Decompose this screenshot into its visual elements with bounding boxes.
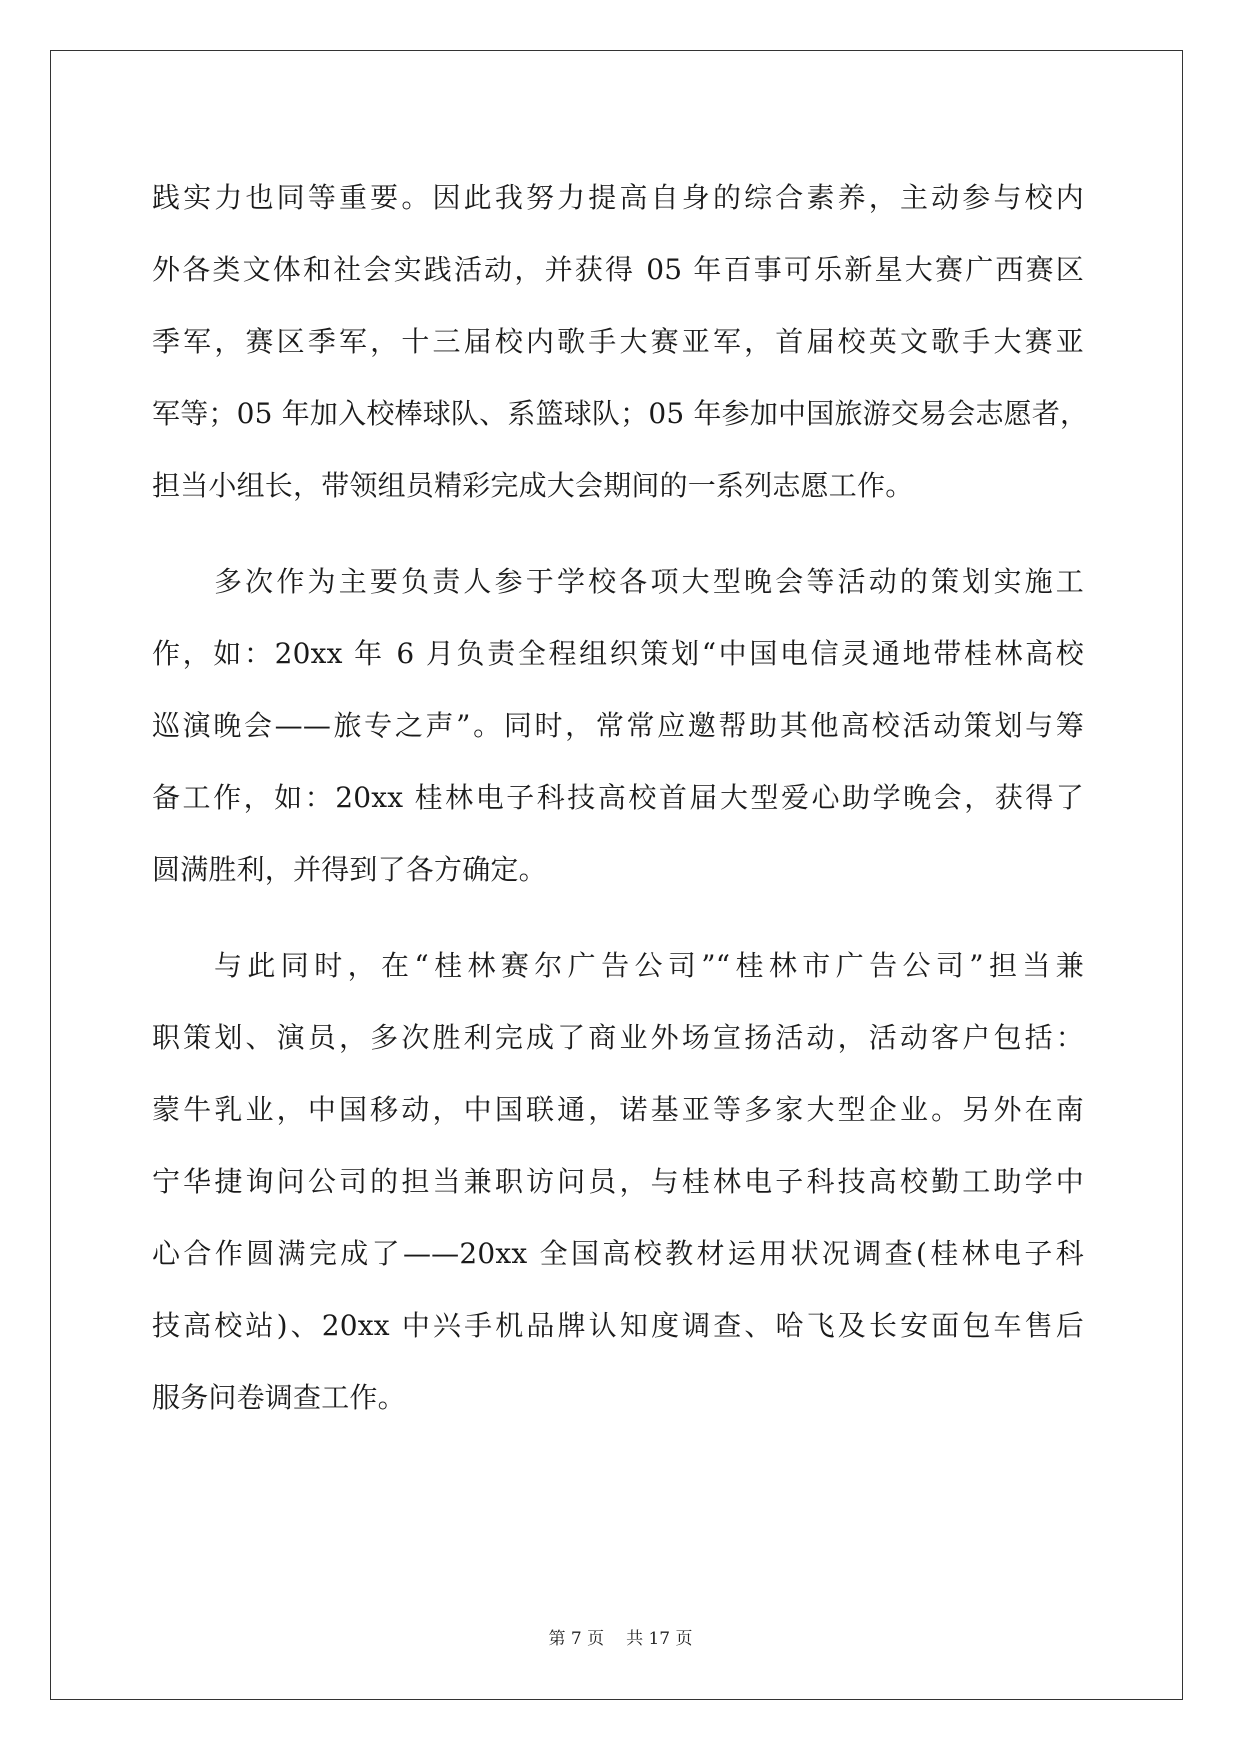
paragraph-3	[152, 930, 1084, 1434]
text-line: 技高校站)、20xx 中兴手机品牌认知度调查、哈飞及长安面包车售后	[152, 1309, 1084, 1342]
page-number: 第 7 页	[548, 1629, 605, 1649]
text-line: 季军，赛区季军，十三届校内歌手大赛亚军，首届校英文歌手大赛亚	[152, 325, 1084, 358]
text-line: 备工作，如：20xx 桂林电子科技高校首届大型爱心助学晚会，获得了	[152, 781, 1084, 814]
text-line: 军等；05 年加入校棒球队、系篮球队；05 年参加中国旅游交易会志愿者，	[152, 397, 1089, 430]
text-line: 服务问卷调查工作。	[152, 1381, 406, 1414]
text-line: 巡演晚会——旅专之声”。同时，常常应邀帮助其他高校活动策划与筹	[152, 709, 1084, 742]
text-line: 多次作为主要负责人参于学校各项大型晚会等活动的策划实施工	[214, 565, 1084, 598]
text-line: 担当小组长，带领组员精彩完成大会期间的一系列志愿工作。	[152, 469, 914, 502]
text-line: 蒙牛乳业，中国移动，中国联通，诺基亚等多家大型企业。另外在南	[152, 1093, 1084, 1126]
text-line: 宁华捷询问公司的担当兼职访问员，与桂林电子科技高校勤工助学中	[152, 1165, 1084, 1198]
text-line: 践实力也同等重要。因此我努力提高自身的综合素养，主动参与校内	[152, 181, 1084, 214]
text-line: 心合作圆满完成了——20xx 全国高校教材运用状况调查(桂林电子科	[152, 1237, 1084, 1270]
text-line: 职策划、演员，多次胜利完成了商业外场宣扬活动，活动客户包括：	[152, 1021, 1084, 1054]
text-line: 圆满胜利，并得到了各方确定。	[152, 853, 547, 886]
page-footer	[0, 1624, 1241, 1649]
text-line: 作，如：20xx 年 6 月负责全程组织策划“中国电信灵通地带桂林高校	[152, 637, 1084, 670]
text-line: 与此同时，在“桂林赛尔广告公司”“桂林市广告公司”担当兼	[214, 949, 1084, 982]
paragraph-2	[152, 546, 1084, 906]
text-line: 外各类文体和社会实践活动，并获得 05 年百事可乐新星大赛广西赛区	[152, 253, 1084, 286]
document-body	[152, 162, 1089, 1434]
paragraph-1	[152, 162, 1089, 522]
page-total: 共 17 页	[626, 1629, 693, 1649]
